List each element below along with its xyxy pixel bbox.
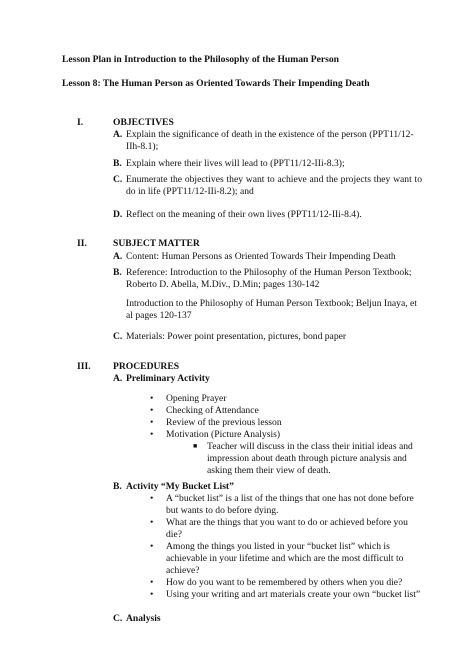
objective-letter: D. (113, 209, 123, 220)
document-title: Lesson Plan in Introduction to the Philosophy of the Human Person (62, 54, 340, 65)
subject-letter: A. (113, 251, 123, 262)
bullet-icon: • (150, 493, 154, 504)
section-heading-objectives: OBJECTIVES (113, 117, 174, 128)
section-heading-procedures: PROCEDURES (113, 361, 180, 372)
bullet-icon: • (150, 589, 154, 600)
objective-letter: A. (113, 129, 123, 140)
bullet-icon: • (150, 429, 154, 440)
sub-bullet-icon: ■ (193, 442, 198, 450)
subject-letter: B. (113, 267, 122, 278)
bullet-icon: • (150, 417, 154, 428)
subject-text: Content: Human Persons as Oriented Towards Their Impending Death (126, 251, 396, 262)
bullet-icon: • (150, 405, 154, 416)
subject-text: Materials: Power point presentation, pictures, bond paper (126, 331, 347, 342)
section-number-objectives: I. (77, 117, 84, 128)
lesson-title: Lesson 8: The Human Person as Oriented Towards Their Impending Death (62, 78, 370, 89)
objective-letter: C. (113, 174, 123, 185)
objective-letter: B. (113, 158, 122, 169)
sub-list-item: Teacher will discuss in the class their initial ideas and impression about death through picture analysis and asking them their view of death. (207, 441, 413, 476)
subsection-title-preliminary: Preliminary Activity (126, 373, 210, 384)
list-item: Opening Prayer (166, 393, 227, 404)
list-item: Motivation (Picture Analysis) (166, 429, 281, 440)
objective-text: Enumerate the objectives they want to achieve and the projects they want to do in life (PPT11/12-IIi-8.2); and (126, 174, 422, 197)
bullet-icon: • (150, 541, 154, 552)
list-item: How do you want to be remembered by others when you die? (166, 577, 403, 588)
list-item: Review of the previous lesson (166, 417, 282, 428)
bullet-icon: • (150, 577, 154, 588)
subsection-letter: A. (113, 373, 123, 384)
subject-text: Reference: Introduction to the Philosophy of the Human Person Textbook; Roberto D. Abella, M.Div., D.Min; pages 130-142 (126, 267, 412, 290)
subject-text: Introduction to the Philosophy of Human Person Textbook; Beljun Inaya, et al pages 120-137 (126, 298, 417, 321)
subsection-title-activity: Activity “My Bucket List” (126, 481, 234, 492)
subject-letter: C. (113, 331, 123, 342)
section-heading-subject-matter: SUBJECT MATTER (113, 238, 200, 249)
list-item: Checking of Attendance (166, 405, 259, 416)
subsection-letter: C. (113, 613, 123, 624)
bullet-icon: • (150, 517, 154, 528)
subsection-title-analysis: Analysis (126, 613, 161, 624)
objective-text: Reflect on the meaning of their own lives (PPT11/12-IIi-8.4). (126, 209, 362, 220)
list-item: Using your writing and art materials create your own “bucket list” (166, 589, 421, 600)
list-item: What are the things that you want to do or achieved before you die? (166, 517, 408, 540)
bullet-icon: • (150, 393, 154, 404)
objective-text: Explain the significance of death in the existence of the person (PPT11/12-IIh-8.1); (126, 129, 414, 152)
section-number-procedures: III. (77, 361, 91, 372)
section-number-subject-matter: II. (77, 238, 87, 249)
list-item: Among the things you listed in your “bucket list” which is achievable in your lifetime and which are the most difficult to achieve? (166, 541, 404, 576)
objective-text: Explain where their lives will lead to (PPT11/12-IIi-8.3); (126, 158, 345, 169)
list-item: A “bucket list” is a list of the things that one has not done before but wants to do before dying. (166, 493, 414, 516)
subsection-letter: B. (113, 481, 122, 492)
